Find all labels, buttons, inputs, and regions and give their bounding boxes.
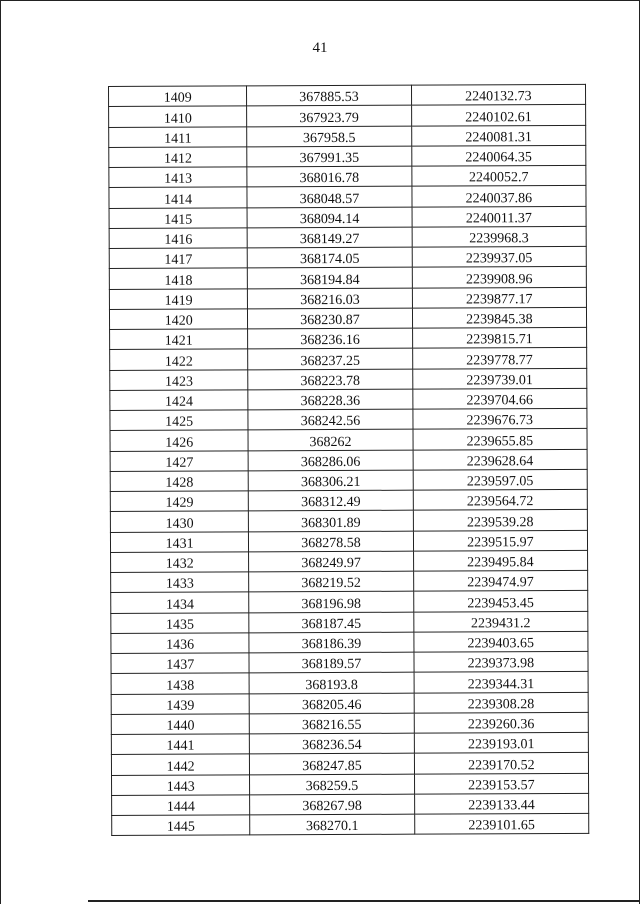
x-coordinate-cell: 368247.85 [250,753,414,774]
x-coordinate-cell: 368196.98 [249,591,413,612]
table-row [111,692,588,714]
y-coordinate-cell: 2240132.73 [411,84,585,105]
y-coordinate-cell: 2240102.61 [411,105,585,126]
table-row [111,631,588,653]
table-row [109,246,586,268]
y-coordinate-cell: 2239495.84 [413,550,587,571]
x-coordinate-cell: 367991.35 [247,146,411,167]
y-coordinate-cell: 2239815.71 [412,327,586,348]
table-row [109,287,586,309]
y-coordinate-cell: 2239564.72 [413,489,587,510]
x-coordinate-cell: 368223.78 [248,369,412,390]
point-number-cell: 1414 [109,187,247,208]
table-row [111,591,588,613]
point-number-cell: 1435 [111,612,249,633]
table-row [111,611,588,633]
table-row [110,408,587,430]
point-number-cell: 1410 [109,106,247,127]
x-coordinate-cell: 368278.58 [249,531,413,552]
y-coordinate-cell: 2239968.3 [412,226,586,247]
table-row [110,368,587,390]
y-coordinate-cell: 2239373.98 [414,651,588,672]
y-coordinate-cell: 2239153.57 [414,773,588,794]
x-coordinate-cell: 368174.05 [248,247,412,268]
y-coordinate-cell: 2239101.65 [414,813,588,834]
table-row [110,469,587,491]
point-number-cell: 1433 [111,572,249,593]
point-number-cell: 1420 [109,309,247,330]
x-coordinate-cell: 368094.14 [247,207,411,228]
point-number-cell: 1427 [110,450,248,471]
x-coordinate-cell: 368219.52 [249,571,413,592]
point-number-cell: 1432 [111,552,249,573]
table-row [111,672,588,694]
x-coordinate-cell: 368016.78 [247,166,411,187]
x-coordinate-cell: 368194.84 [248,267,412,288]
table-row [109,145,586,167]
y-coordinate-cell: 2239937.05 [412,246,586,267]
y-coordinate-cell: 2239193.01 [414,732,588,753]
point-number-cell: 1426 [110,430,248,451]
y-coordinate-cell: 2240081.31 [411,125,585,146]
point-number-cell: 1413 [109,167,247,188]
x-coordinate-cell: 368205.46 [249,693,413,714]
table-row [109,186,586,208]
y-coordinate-cell: 2239655.85 [413,429,587,450]
point-number-cell: 1439 [111,693,249,714]
point-number-cell: 1419 [109,288,247,309]
y-coordinate-cell: 2239453.45 [413,591,587,612]
table-row [110,429,587,451]
point-number-cell: 1409 [109,86,247,107]
point-number-cell: 1421 [110,329,248,350]
x-coordinate-cell: 368301.89 [249,510,413,531]
point-number-cell: 1438 [111,673,249,694]
y-coordinate-cell: 2239260.36 [414,712,588,733]
table-row [111,753,588,775]
point-number-cell: 1425 [110,410,248,431]
table-row [110,489,587,511]
y-coordinate-cell: 2240011.37 [412,206,586,227]
point-number-cell: 1417 [109,248,247,269]
point-number-cell: 1437 [111,653,249,674]
x-coordinate-cell: 368187.45 [249,612,413,633]
x-coordinate-cell: 367885.53 [247,85,411,106]
table-row [109,125,586,147]
point-number-cell: 1418 [109,268,247,289]
y-coordinate-cell: 2239676.73 [413,408,587,429]
y-coordinate-cell: 2239739.01 [412,368,586,389]
y-coordinate-cell: 2239539.28 [413,510,587,531]
point-number-cell: 1442 [111,754,249,775]
y-coordinate-cell: 2239515.97 [413,530,587,551]
y-coordinate-cell: 2239908.96 [412,267,586,288]
y-coordinate-cell: 2239344.31 [414,672,588,693]
table-row [109,105,586,127]
table-row [111,570,588,592]
y-coordinate-cell: 2239845.38 [412,307,586,328]
y-coordinate-cell: 2239133.44 [414,793,588,814]
point-number-cell: 1441 [111,734,249,755]
x-coordinate-cell: 368230.87 [248,308,412,329]
x-coordinate-cell: 368259.5 [250,774,414,795]
table-row [111,732,588,754]
point-number-cell: 1440 [111,714,249,735]
point-number-cell: 1416 [109,228,247,249]
point-number-cell: 1443 [112,774,250,795]
y-coordinate-cell: 2239474.97 [413,570,587,591]
x-coordinate-cell: 367923.79 [247,105,411,126]
point-number-cell: 1429 [110,491,248,512]
y-coordinate-cell: 2239170.52 [414,753,588,774]
x-coordinate-cell: 368267.98 [250,794,414,815]
table-row [111,651,588,673]
point-number-cell: 1431 [110,531,248,552]
table-row [109,226,586,248]
x-coordinate-cell: 368228.36 [248,389,412,410]
point-number-cell: 1428 [110,471,248,492]
point-number-cell: 1434 [111,592,249,613]
y-coordinate-cell: 2240064.35 [411,145,585,166]
page-number: 41 [312,40,328,56]
table-row [109,206,586,228]
table-row [110,510,587,532]
coordinates-table-body [109,84,589,835]
y-coordinate-cell: 2239431.2 [413,611,587,632]
table-row [112,793,589,815]
point-number-cell: 1422 [110,349,248,370]
y-coordinate-cell: 2239308.28 [414,692,588,713]
point-number-cell: 1415 [109,207,247,228]
point-number-cell: 1445 [112,815,250,836]
table-row [110,348,587,370]
y-coordinate-cell: 2239403.65 [414,631,588,652]
y-coordinate-cell: 2239778.77 [412,348,586,369]
x-coordinate-cell: 368048.57 [247,186,411,207]
table-row [112,813,589,835]
point-number-cell: 1444 [112,795,250,816]
x-coordinate-cell: 368262 [248,429,412,450]
x-coordinate-cell: 368236.54 [250,733,414,754]
x-coordinate-cell: 368189.57 [249,652,413,673]
y-coordinate-cell: 2239704.66 [412,388,586,409]
table-row [110,388,587,410]
coordinates-table [108,84,589,836]
x-coordinate-cell: 368216.03 [248,288,412,309]
x-coordinate-cell: 368186.39 [249,632,413,653]
x-coordinate-cell: 367958.5 [247,126,411,147]
table-row [109,267,586,289]
point-number-cell: 1412 [109,147,247,168]
y-coordinate-cell: 2239628.64 [413,449,587,470]
x-coordinate-cell: 368237.25 [248,348,412,369]
x-coordinate-cell: 368249.97 [249,551,413,572]
table-row [111,712,588,734]
y-coordinate-cell: 2239877.17 [412,287,586,308]
x-coordinate-cell: 368312.49 [249,490,413,511]
page-bottom-rule [88,900,640,902]
table-row [111,550,588,572]
table-row [110,530,587,552]
x-coordinate-cell: 368149.27 [247,227,411,248]
x-coordinate-cell: 368242.56 [248,409,412,430]
y-coordinate-cell: 2239597.05 [413,469,587,490]
table-row [112,773,589,795]
point-number-cell: 1423 [110,369,248,390]
y-coordinate-cell: 2240052.7 [412,165,586,186]
x-coordinate-cell: 368286.06 [248,450,412,471]
point-number-cell: 1436 [111,633,249,654]
x-coordinate-cell: 368306.21 [248,470,412,491]
table-row [109,307,586,329]
x-coordinate-cell: 368236.16 [248,328,412,349]
point-number-cell: 1411 [109,126,247,147]
table-row [110,327,587,349]
y-coordinate-cell: 2240037.86 [412,186,586,207]
point-number-cell: 1430 [110,511,248,532]
table-row [109,165,586,187]
x-coordinate-cell: 368193.8 [249,672,413,693]
table-row [109,84,586,106]
x-coordinate-cell: 368216.55 [250,713,414,734]
table-row [110,449,587,471]
point-number-cell: 1424 [110,390,248,411]
x-coordinate-cell: 368270.1 [250,814,414,835]
